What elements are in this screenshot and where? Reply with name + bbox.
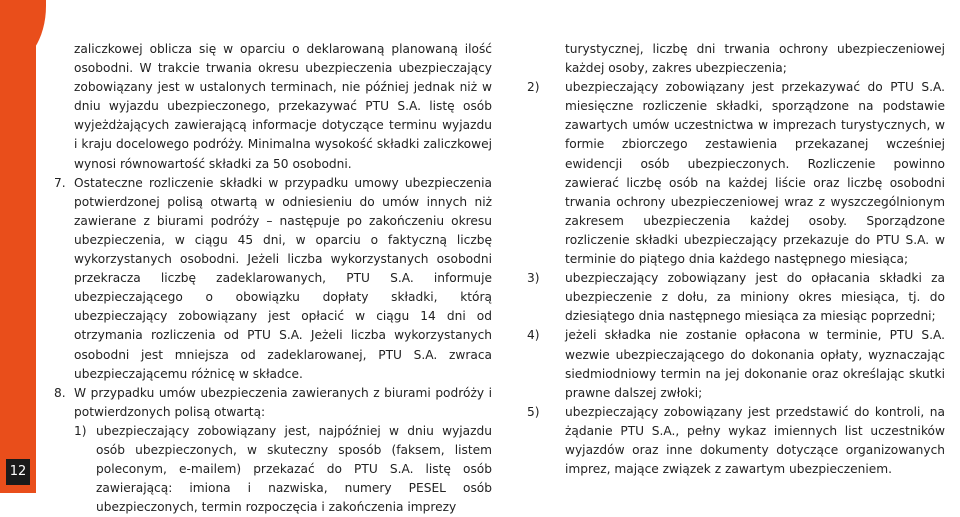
item-number: 2): [527, 80, 540, 95]
item-text: W przypadku umów ubezpieczenia zawieranych z biurami podróży i potwierdzonych polisą otwartą:: [74, 385, 492, 419]
sub-item-2: [527, 78, 945, 269]
list-item-7: [54, 174, 492, 384]
left-column: [54, 40, 492, 517]
item-text: ubezpieczający zobowiązany jest, najpóźniej w dniu wyjazdu osób ubezpieczonych, w skuteczny sposób (faksem, listem poleconym, e-mailem) przekazać do PTU S.A. listę osób zawierającą: imiona i nazwiska, numery PESEL osób ubezpieczonych, termin rozpoczęcia i zakończenia imprezy: [96, 423, 492, 515]
accent-bar: [0, 0, 36, 493]
intro-paragraph: zaliczkowej oblicza się w oparciu o deklarowaną planowaną ilość osobodni. W trakcie trwania okresu ubezpieczenia ubezpieczający zobowiązany jest w ustalonych terminach, nie później jednak niż w dniu wyjazdu ubezpieczonego, przekazywać PTU S.A. listę osób wyjeżdżających zawierającą informacje dotyczące terminu wyjazdu i kraju docelowego podróży. Minimalna wysokość składki zaliczkowej wynosi równowartość składki za 50 osobodni.: [74, 42, 492, 171]
item-text: ubezpieczający zobowiązany jest przedstawić do kontroli, na żądanie PTU S.A., pełny wykaz imiennych list uczestników wyjazdów oraz inne dokumenty dotyczące organizowanych imprez, mające związek z zawartym ubezpieczeniem.: [565, 404, 945, 477]
sub-item-5: [527, 403, 945, 479]
item-text: Ostateczne rozliczenie składki w przypadku umowy ubezpieczenia potwierdzonej polisą otwartą w odniesieniu do umów innych niż zawierane z biurami podróży – następuje po zakończeniu okresu ubezpieczenia, w ciągu 45 dni, w oparciu o faktyczną liczbę wykorzystanych osobodni. Jeżeli liczba wykorzystanych osobodni przekracza liczbę zadeklarowanych, PTU S.A. informuje ubezpieczającego o obowiązku dopłaty składki, którą ubezpieczający zobowiązany jest opłacić w ciągu 14 dni od otrzymania rozliczenia od PTU S.A. Jeżeli liczba wykorzystanych osobodni jest mniejsza od zadeklarowanej, PTU S.A. zwraca ubezpieczającemu różnicę w składce.: [74, 175, 492, 381]
item-text: jeżeli składka nie zostanie opłacona w terminie, PTU S.A. wezwie ubezpieczającego do dokonania opłaty, wyznaczając siedmiodniowy termin na jej dokonanie oraz określając skutki prawne dalszej zwłoki;: [565, 328, 945, 400]
item-number: 3): [527, 271, 540, 286]
item-number: 7.: [54, 175, 66, 190]
sub-item-1: [54, 422, 492, 517]
item-text: ubezpieczający zobowiązany jest do opłacania składki za ubezpieczenie z dołu, za miniony okres miesiąca, tj. do dziesiątego dnia następnego miesiąca za miesiąc poprzedni;: [565, 271, 945, 324]
item-number: 8.: [54, 385, 66, 400]
item-text: ubezpieczający zobowiązany jest przekazywać do PTU S.A. miesięczne rozliczenie składki, sporządzone na podstawie zawartych umów uczestnictwa w imprezach turystycznych, w formie zbiorczego zestawienia przekazanej wcześniej ewidencji osób ubezpieczonych. Rozliczenie powinno zawierać liczbę osób na każdej liście oraz liczbę osobodni trwania ochrony ubezpieczeniowej wraz z wyszczególnionym zakresem ubezpieczenia każdej osoby. Sporządzone rozliczenie składki ubezpieczający przekazuje do PTU S.A. w terminie do piątego dnia każdego następnego miesiąca;: [565, 80, 945, 267]
right-column: [527, 40, 945, 479]
item-number: 1): [74, 423, 87, 438]
item-number: 5): [527, 404, 540, 419]
item-number: 4): [527, 328, 540, 343]
page-number: 12: [6, 459, 30, 485]
sub-item-3: [527, 269, 945, 326]
continuation-text: turystycznej, liczbę dni trwania ochrony ubezpieczeniowej każdej osoby, zakres ubezpieczenia;: [565, 42, 945, 76]
sub-item-4: [527, 326, 945, 402]
list-item-8: [54, 384, 492, 422]
